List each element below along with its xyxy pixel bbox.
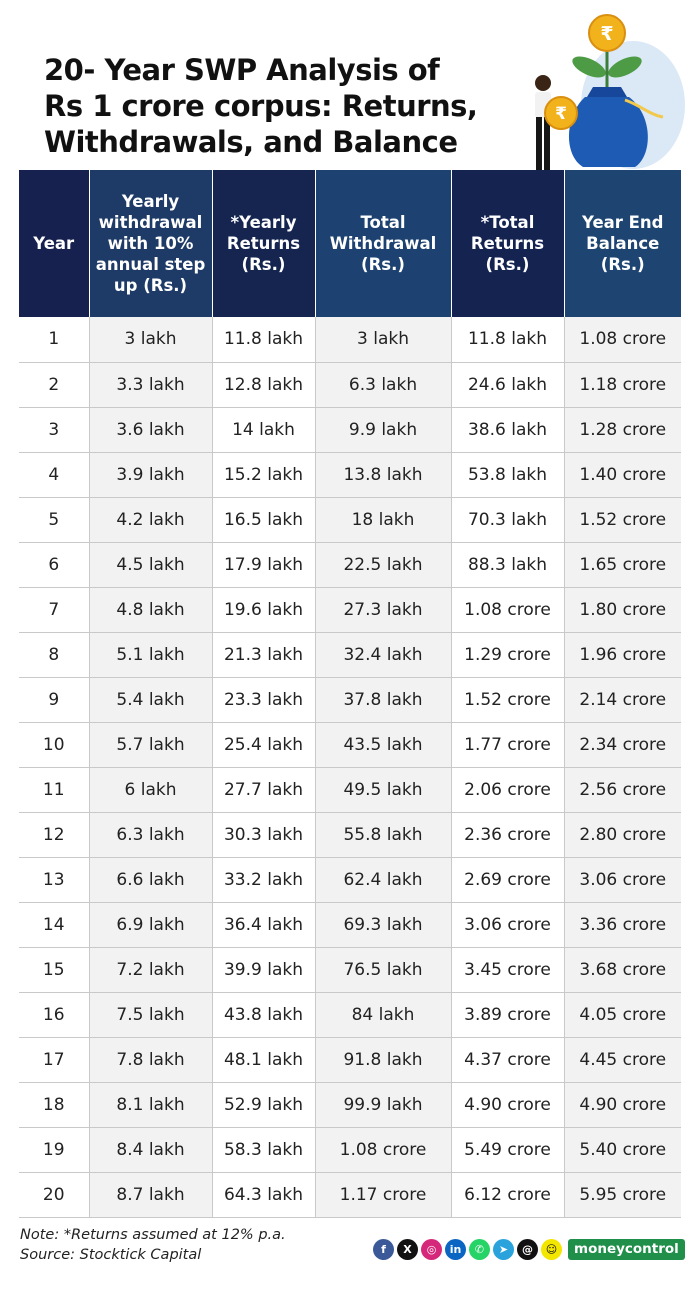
yearly-withdrawal-cell: 4.2 lakh: [89, 497, 212, 542]
rupee-symbol-icon: ₹: [555, 104, 567, 124]
table-row: [19, 317, 681, 362]
year-end-balance-cell: 3.36 crore: [564, 902, 681, 947]
year-cell: 19: [19, 1127, 89, 1172]
year-end-balance-cell: 5.95 crore: [564, 1172, 681, 1217]
header-total-withdrawal: Total Withdrawal (Rs.): [315, 170, 451, 317]
instagram-icon[interactable]: ◎: [421, 1239, 442, 1260]
total-returns-cell: 2.06 crore: [451, 767, 564, 812]
table-row: [19, 767, 681, 812]
year-cell: 18: [19, 1082, 89, 1127]
header-year-end-balance: Year End Balance (Rs.): [564, 170, 681, 317]
total-withdrawal-cell: 27.3 lakh: [315, 587, 451, 632]
total-returns-cell: 24.6 lakh: [451, 362, 564, 407]
yearly-returns-cell: 30.3 lakh: [212, 812, 315, 857]
total-withdrawal-cell: 13.8 lakh: [315, 452, 451, 497]
header-year: Year: [19, 170, 89, 317]
yearly-withdrawal-cell: 5.4 lakh: [89, 677, 212, 722]
total-returns-cell: 38.6 lakh: [451, 407, 564, 452]
year-cell: 17: [19, 1037, 89, 1082]
year-end-balance-cell: 2.14 crore: [564, 677, 681, 722]
swp-analysis-table: [19, 170, 681, 1218]
year-cell: 13: [19, 857, 89, 902]
total-returns-cell: 2.36 crore: [451, 812, 564, 857]
yearly-withdrawal-cell: 5.7 lakh: [89, 722, 212, 767]
yearly-returns-cell: 48.1 lakh: [212, 1037, 315, 1082]
money-bag-neck: [587, 87, 627, 97]
title-line-3: Withdrawals, and Balance: [44, 125, 458, 159]
telegram-icon[interactable]: ➤: [493, 1239, 514, 1260]
total-returns-cell: 3.45 crore: [451, 947, 564, 992]
yearly-returns-cell: 15.2 lakh: [212, 452, 315, 497]
header-yearly-returns: *Yearly Returns (Rs.): [212, 170, 315, 317]
header-row: [19, 170, 681, 317]
total-withdrawal-cell: 99.9 lakh: [315, 1082, 451, 1127]
year-end-balance-cell: 1.18 crore: [564, 362, 681, 407]
yearly-withdrawal-cell: 8.1 lakh: [89, 1082, 212, 1127]
yearly-returns-cell: 21.3 lakh: [212, 632, 315, 677]
total-withdrawal-cell: 37.8 lakh: [315, 677, 451, 722]
year-cell: 20: [19, 1172, 89, 1217]
total-returns-cell: 3.89 crore: [451, 992, 564, 1037]
total-returns-cell: 53.8 lakh: [451, 452, 564, 497]
total-withdrawal-cell: 84 lakh: [315, 992, 451, 1037]
year-cell: 4: [19, 452, 89, 497]
yearly-withdrawal-cell: 7.5 lakh: [89, 992, 212, 1037]
yearly-withdrawal-cell: 7.8 lakh: [89, 1037, 212, 1082]
yearly-returns-cell: 39.9 lakh: [212, 947, 315, 992]
year-cell: 7: [19, 587, 89, 632]
header-yearly-withdrawal: Yearly withdrawal with 10% annual step up (Rs.): [89, 170, 212, 317]
total-withdrawal-cell: 18 lakh: [315, 497, 451, 542]
year-cell: 1: [19, 317, 89, 362]
year-end-balance-cell: 1.40 crore: [564, 452, 681, 497]
year-cell: 11: [19, 767, 89, 812]
total-returns-cell: 1.08 crore: [451, 587, 564, 632]
table-row: [19, 677, 681, 722]
yearly-withdrawal-cell: 6.9 lakh: [89, 902, 212, 947]
linkedin-icon[interactable]: in: [445, 1239, 466, 1260]
total-withdrawal-cell: 49.5 lakh: [315, 767, 451, 812]
table-row: [19, 902, 681, 947]
total-withdrawal-cell: 32.4 lakh: [315, 632, 451, 677]
total-returns-cell: 2.69 crore: [451, 857, 564, 902]
yearly-returns-cell: 11.8 lakh: [212, 317, 315, 362]
yearly-withdrawal-cell: 3 lakh: [89, 317, 212, 362]
year-end-balance-cell: 4.90 crore: [564, 1082, 681, 1127]
table-row: [19, 722, 681, 767]
year-end-balance-cell: 4.45 crore: [564, 1037, 681, 1082]
yearly-returns-cell: 14 lakh: [212, 407, 315, 452]
snapchat-icon[interactable]: ☺: [541, 1239, 562, 1260]
whatsapp-icon[interactable]: ✆: [469, 1239, 490, 1260]
page-title: [44, 52, 524, 160]
yearly-returns-cell: 19.6 lakh: [212, 587, 315, 632]
year-cell: 6: [19, 542, 89, 587]
year-cell: 3: [19, 407, 89, 452]
title-line-1: 20- Year SWP Analysis of: [44, 53, 440, 87]
year-end-balance-cell: 1.08 crore: [564, 317, 681, 362]
yearly-returns-cell: 17.9 lakh: [212, 542, 315, 587]
source-note: Source: Stocktick Capital: [20, 1247, 202, 1263]
table-row: [19, 857, 681, 902]
yearly-withdrawal-cell: 3.6 lakh: [89, 407, 212, 452]
year-end-balance-cell: 1.28 crore: [564, 407, 681, 452]
total-withdrawal-cell: 91.8 lakh: [315, 1037, 451, 1082]
year-end-balance-cell: 1.65 crore: [564, 542, 681, 587]
year-cell: 8: [19, 632, 89, 677]
table-row: [19, 1172, 681, 1217]
yearly-returns-cell: 25.4 lakh: [212, 722, 315, 767]
total-withdrawal-cell: 55.8 lakh: [315, 812, 451, 857]
person-head: [535, 75, 551, 91]
yearly-withdrawal-cell: 8.7 lakh: [89, 1172, 212, 1217]
yearly-withdrawal-cell: 4.8 lakh: [89, 587, 212, 632]
table-row: [19, 452, 681, 497]
total-returns-cell: 4.37 crore: [451, 1037, 564, 1082]
year-end-balance-cell: 3.06 crore: [564, 857, 681, 902]
year-cell: 16: [19, 992, 89, 1037]
table-row: [19, 542, 681, 587]
table-row: [19, 1082, 681, 1127]
total-returns-cell: 1.52 crore: [451, 677, 564, 722]
year-end-balance-cell: 5.40 crore: [564, 1127, 681, 1172]
table-row: [19, 407, 681, 452]
yearly-withdrawal-cell: 3.3 lakh: [89, 362, 212, 407]
threads-icon[interactable]: @: [517, 1239, 538, 1260]
table-row: [19, 632, 681, 677]
social-share-bar: [373, 1238, 685, 1260]
total-returns-cell: 3.06 crore: [451, 902, 564, 947]
table-row: [19, 362, 681, 407]
x-icon[interactable]: X: [397, 1239, 418, 1260]
money-bag: [569, 97, 648, 167]
year-cell: 10: [19, 722, 89, 767]
year-cell: 14: [19, 902, 89, 947]
table-row: [19, 992, 681, 1037]
rupee-symbol-icon: ₹: [600, 23, 614, 45]
yearly-withdrawal-cell: 6.3 lakh: [89, 812, 212, 857]
footer-notes: [20, 1225, 286, 1265]
year-end-balance-cell: 3.68 crore: [564, 947, 681, 992]
total-returns-cell: 70.3 lakh: [451, 497, 564, 542]
yearly-withdrawal-cell: 6.6 lakh: [89, 857, 212, 902]
year-cell: 5: [19, 497, 89, 542]
total-returns-cell: 6.12 crore: [451, 1172, 564, 1217]
table-row: [19, 812, 681, 857]
yearly-withdrawal-cell: 4.5 lakh: [89, 542, 212, 587]
total-withdrawal-cell: 62.4 lakh: [315, 857, 451, 902]
table-row: [19, 1127, 681, 1172]
yearly-returns-cell: 12.8 lakh: [212, 362, 315, 407]
yearly-withdrawal-cell: 5.1 lakh: [89, 632, 212, 677]
yearly-withdrawal-cell: 6 lakh: [89, 767, 212, 812]
yearly-returns-cell: 16.5 lakh: [212, 497, 315, 542]
table-row: [19, 1037, 681, 1082]
year-end-balance-cell: 2.34 crore: [564, 722, 681, 767]
table-row: [19, 497, 681, 542]
yearly-withdrawal-cell: 8.4 lakh: [89, 1127, 212, 1172]
yearly-returns-cell: 64.3 lakh: [212, 1172, 315, 1217]
total-withdrawal-cell: 9.9 lakh: [315, 407, 451, 452]
year-cell: 12: [19, 812, 89, 857]
total-returns-cell: 4.90 crore: [451, 1082, 564, 1127]
total-withdrawal-cell: 22.5 lakh: [315, 542, 451, 587]
table-header: [19, 170, 681, 317]
year-end-balance-cell: 1.52 crore: [564, 497, 681, 542]
year-end-balance-cell: 1.80 crore: [564, 587, 681, 632]
yearly-returns-cell: 33.2 lakh: [212, 857, 315, 902]
year-cell: 9: [19, 677, 89, 722]
yearly-withdrawal-cell: 3.9 lakh: [89, 452, 212, 497]
returns-note: Note: *Returns assumed at 12% p.a.: [20, 1227, 286, 1243]
year-cell: 2: [19, 362, 89, 407]
total-returns-cell: 5.49 crore: [451, 1127, 564, 1172]
yearly-returns-cell: 43.8 lakh: [212, 992, 315, 1037]
yearly-returns-cell: 52.9 lakh: [212, 1082, 315, 1127]
yearly-returns-cell: 23.3 lakh: [212, 677, 315, 722]
year-end-balance-cell: 1.96 crore: [564, 632, 681, 677]
facebook-icon[interactable]: f: [373, 1239, 394, 1260]
total-returns-cell: 1.29 crore: [451, 632, 564, 677]
table-row: [19, 947, 681, 992]
table-row: [19, 587, 681, 632]
total-returns-cell: 1.77 crore: [451, 722, 564, 767]
total-withdrawal-cell: 3 lakh: [315, 317, 451, 362]
title-line-2: Rs 1 crore corpus: Returns,: [44, 89, 478, 123]
yearly-returns-cell: 58.3 lakh: [212, 1127, 315, 1172]
person-leg-left: [536, 117, 542, 171]
total-returns-cell: 88.3 lakh: [451, 542, 564, 587]
moneycontrol-logo[interactable]: moneycontrol: [568, 1239, 685, 1260]
year-end-balance-cell: 2.80 crore: [564, 812, 681, 857]
total-withdrawal-cell: 76.5 lakh: [315, 947, 451, 992]
total-withdrawal-cell: 1.08 crore: [315, 1127, 451, 1172]
total-withdrawal-cell: 1.17 crore: [315, 1172, 451, 1217]
yearly-returns-cell: 36.4 lakh: [212, 902, 315, 947]
total-withdrawal-cell: 43.5 lakh: [315, 722, 451, 767]
year-end-balance-cell: 4.05 crore: [564, 992, 681, 1037]
total-withdrawal-cell: 69.3 lakh: [315, 902, 451, 947]
year-end-balance-cell: 2.56 crore: [564, 767, 681, 812]
table-body: [19, 317, 681, 1217]
header-total-returns: *Total Returns (Rs.): [451, 170, 564, 317]
year-cell: 15: [19, 947, 89, 992]
money-growth-illustration: [525, 5, 685, 177]
total-returns-cell: 11.8 lakh: [451, 317, 564, 362]
yearly-withdrawal-cell: 7.2 lakh: [89, 947, 212, 992]
yearly-returns-cell: 27.7 lakh: [212, 767, 315, 812]
total-withdrawal-cell: 6.3 lakh: [315, 362, 451, 407]
